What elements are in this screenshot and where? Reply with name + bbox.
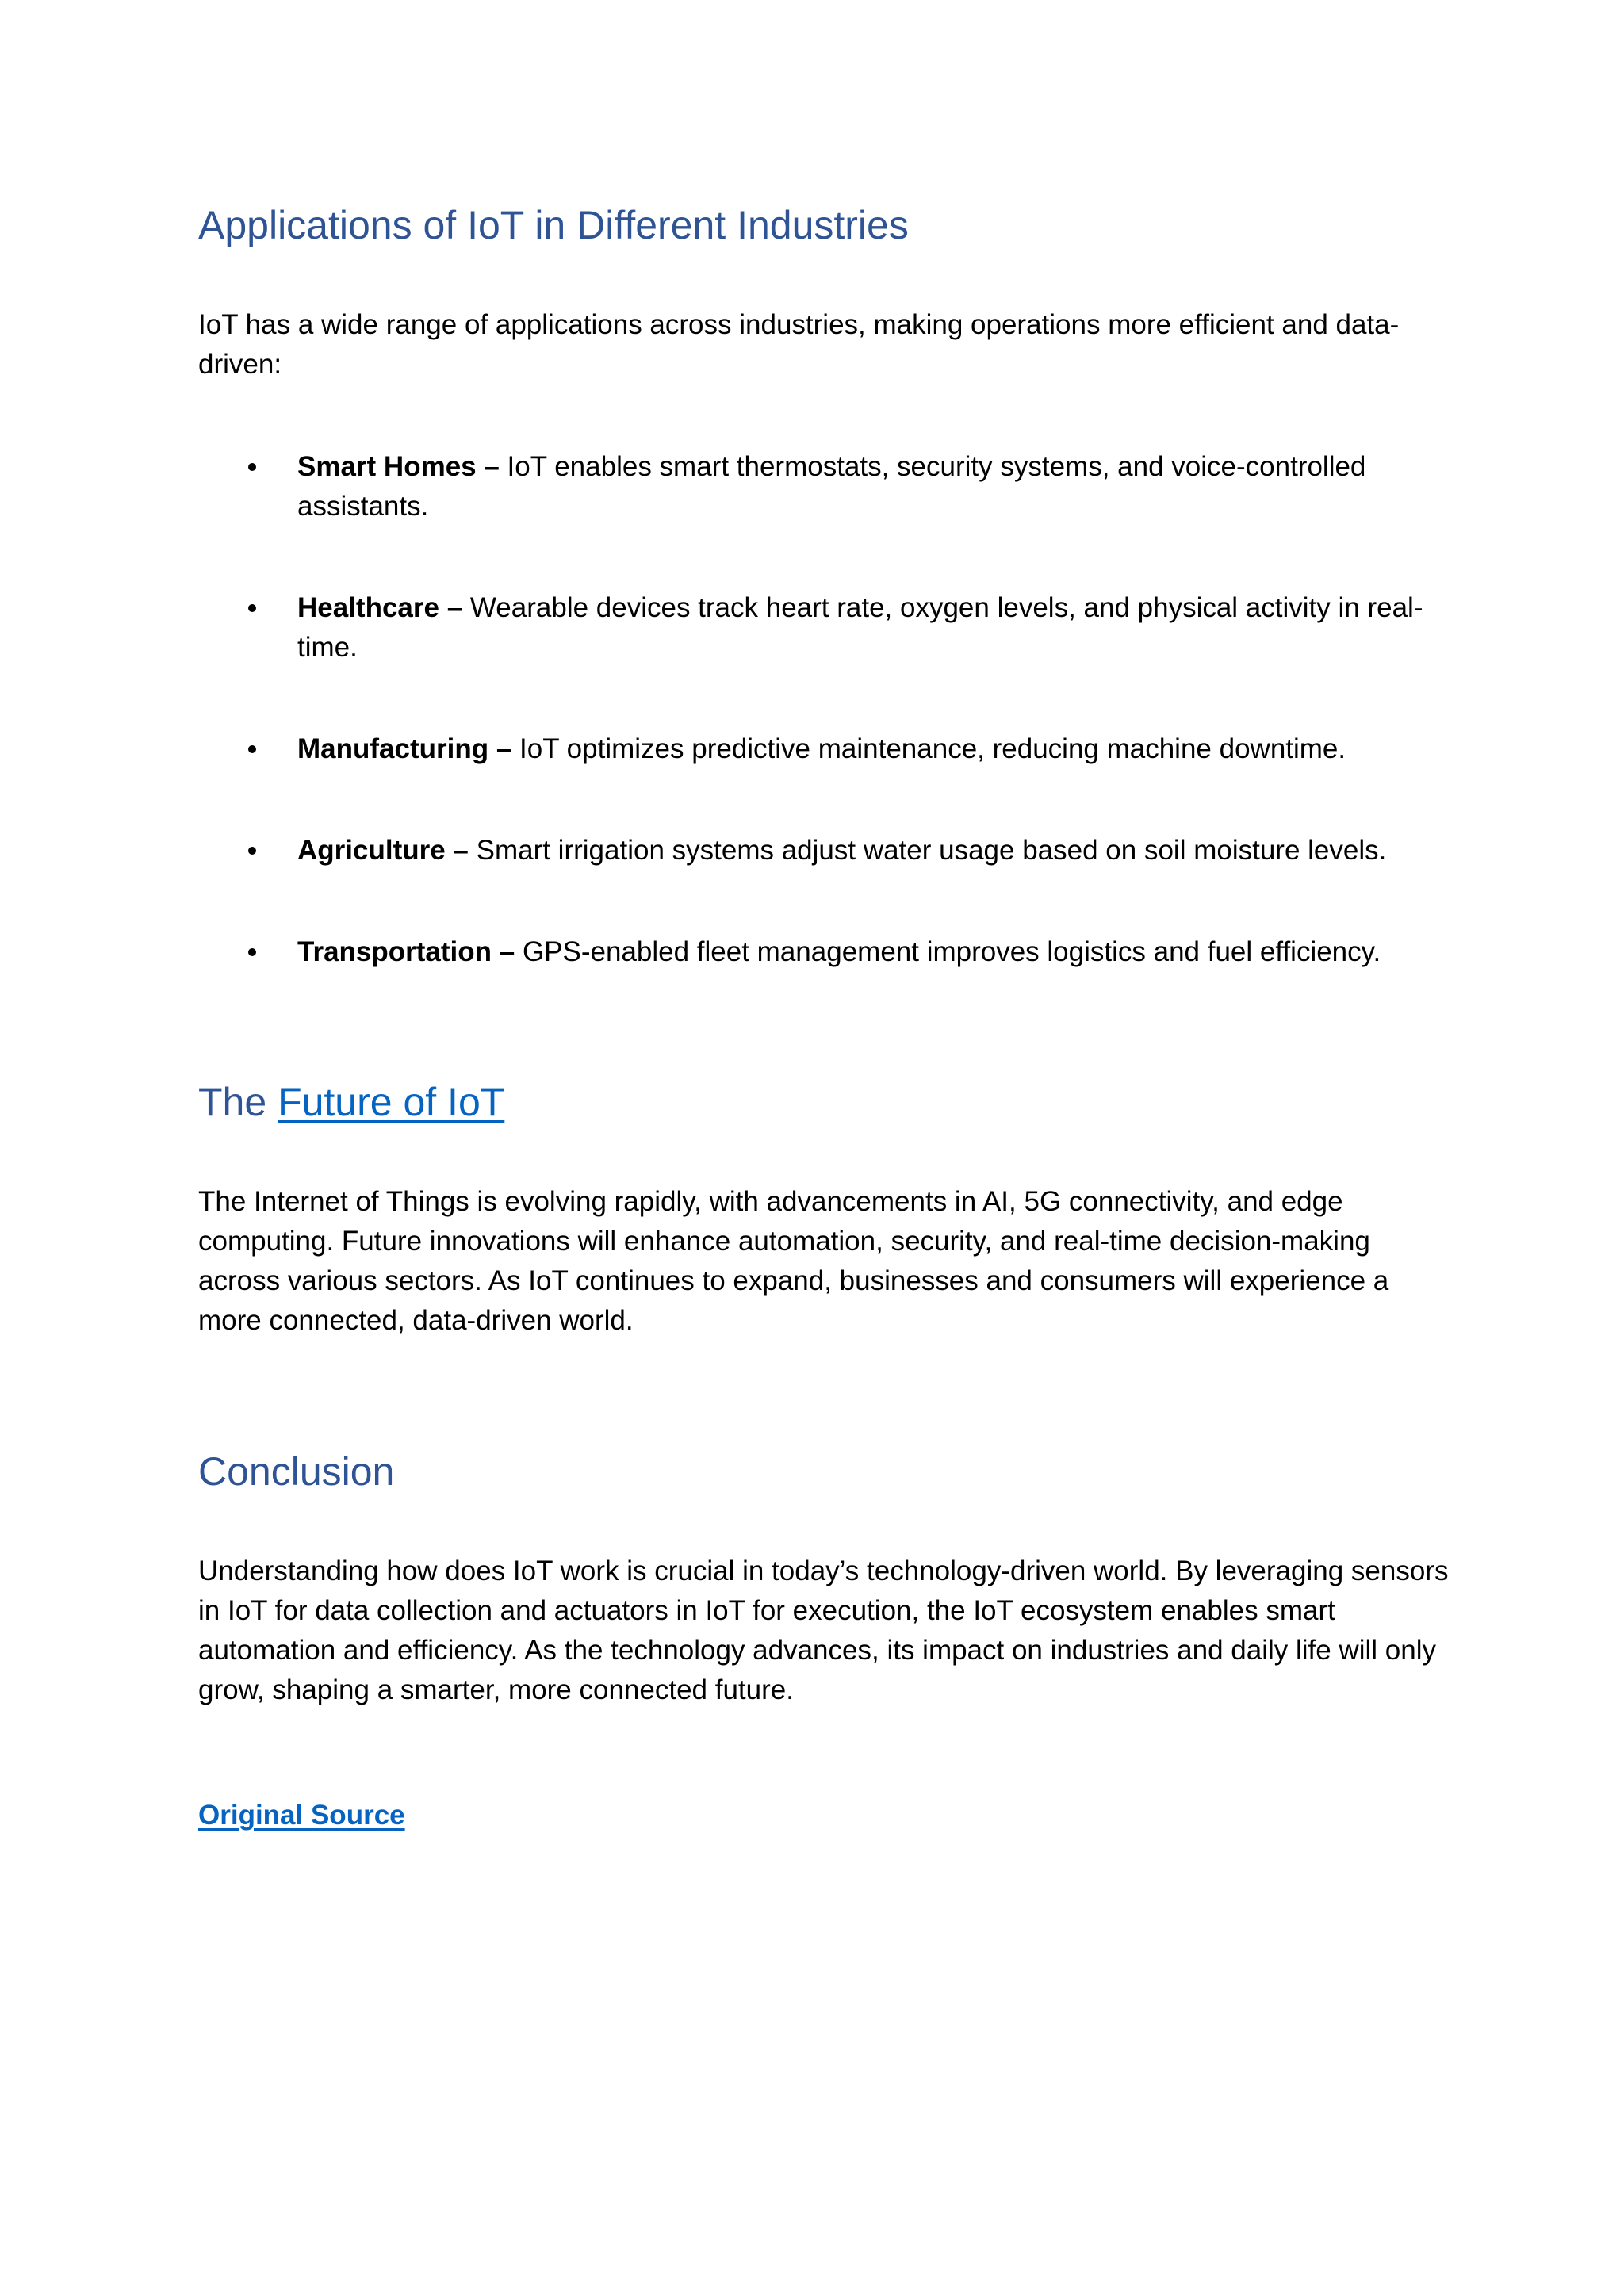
list-item-agriculture xyxy=(198,831,1451,871)
future-of-iot-link[interactable]: Future of IoT xyxy=(278,1080,505,1124)
item-title: Healthcare – xyxy=(297,592,463,623)
applications-heading: Applications of IoT in Different Industries xyxy=(198,203,909,247)
item-description: Smart irrigation systems adjust water usage based on soil moisture levels. xyxy=(468,835,1387,866)
list-item-transportation xyxy=(198,932,1451,972)
applications-intro: IoT has a wide range of applications across industries, making operations more efficient and data-driven: xyxy=(198,309,1400,380)
item-description: IoT optimizes predictive maintenance, reducing machine downtime. xyxy=(511,733,1346,764)
bullet-icon xyxy=(248,847,256,855)
item-title: Agriculture – xyxy=(297,835,469,866)
conclusion-heading: Conclusion xyxy=(198,1449,395,1494)
bullet-icon xyxy=(248,604,256,612)
item-description: Wearable devices track heart rate, oxygen levels, and physical activity in real-time. xyxy=(297,592,1423,663)
list-item-smart-homes xyxy=(198,447,1451,526)
future-body: The Internet of Things is evolving rapidly, with advancements in AI, 5G connectivity, and edge computing. Future innovations will enhance automation, security, and real-time decision-making across various sectors. As IoT continues to expand, businesses and consumers will experience a more connected, data-driven world. xyxy=(198,1186,1389,1336)
item-description: GPS-enabled fleet management improves logistics and fuel efficiency. xyxy=(515,936,1381,967)
bullet-icon xyxy=(248,948,256,956)
future-heading xyxy=(198,1078,504,1126)
item-title: Smart Homes – xyxy=(297,451,500,482)
future-heading-prefix: The xyxy=(198,1080,278,1124)
bullet-icon xyxy=(248,463,256,471)
conclusion-body: Understanding how does IoT work is crucial in today’s technology-driven world. By leveraging sensors in IoT for data collection and actuators in IoT for execution, the IoT ecosystem enables smart automation and efficiency. As the technology advances, its impact on industries and daily life will only grow, shaping a smarter, more connected future. xyxy=(198,1556,1449,1705)
item-title: Manufacturing – xyxy=(297,733,512,764)
list-item-manufacturing xyxy=(198,729,1451,769)
item-description: IoT enables smart thermostats, security systems, and voice-controlled assistants. xyxy=(297,451,1366,522)
bullet-icon xyxy=(248,745,256,753)
list-item-healthcare xyxy=(198,588,1451,668)
item-title: Transportation – xyxy=(297,936,515,967)
original-source-link[interactable]: Original Source xyxy=(198,1800,405,1831)
